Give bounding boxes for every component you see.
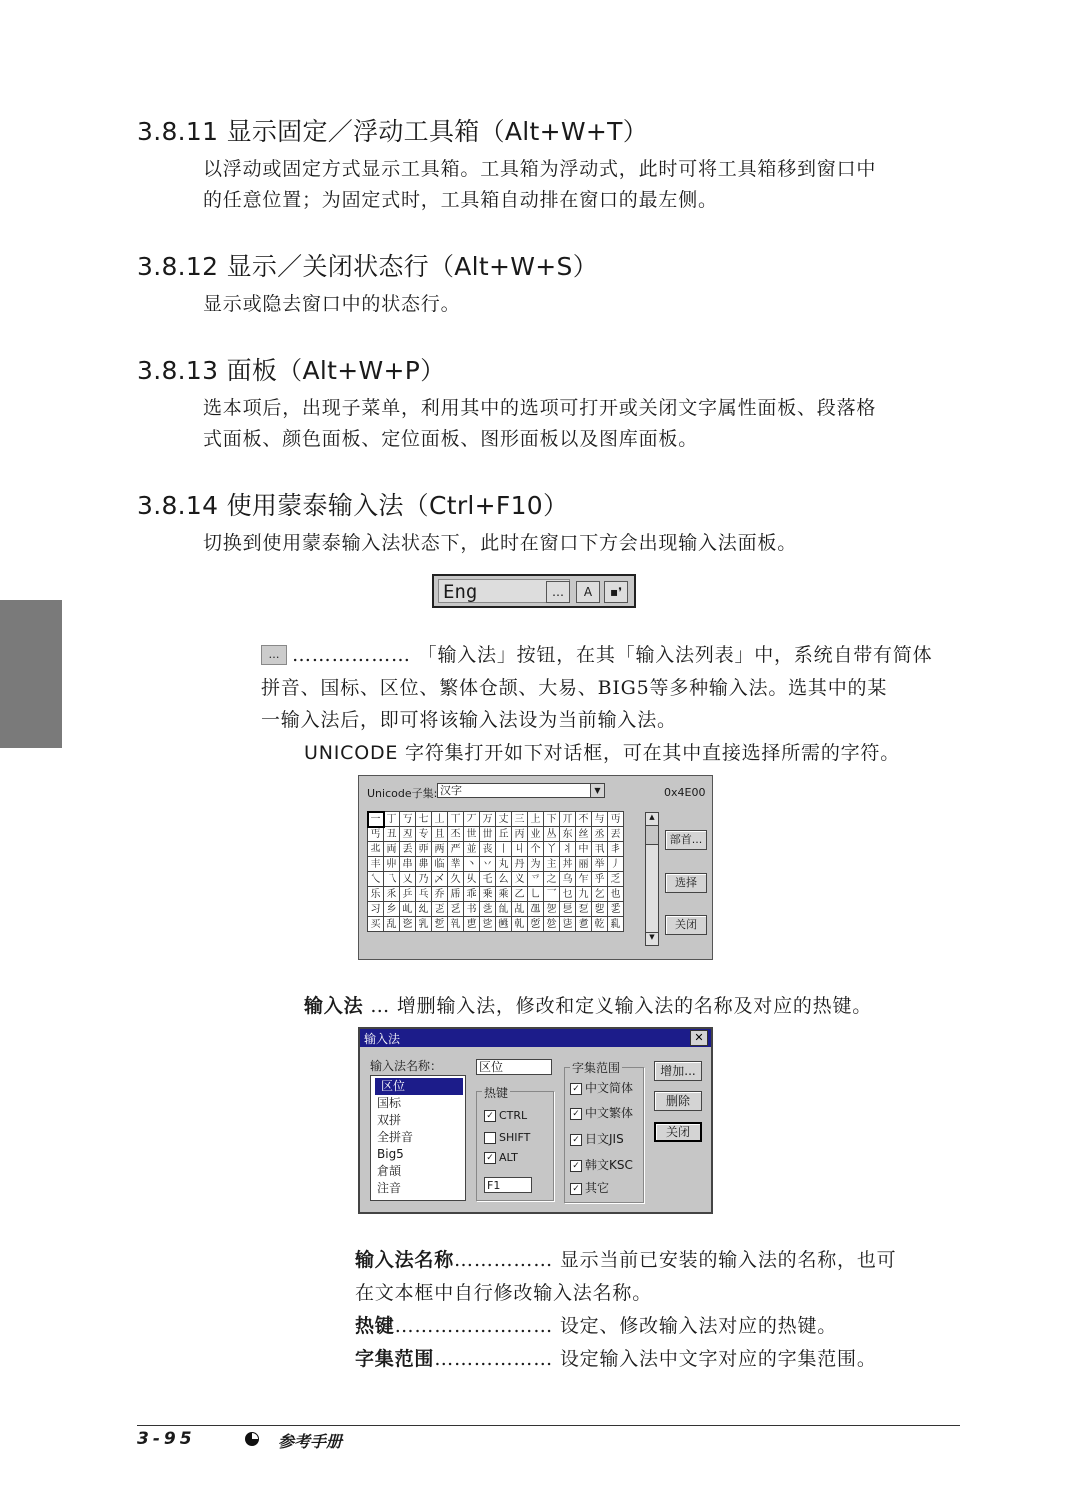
char-cell[interactable]: 乖: [464, 887, 480, 902]
char-cell[interactable]: 乶: [464, 917, 480, 932]
char-cell[interactable]: 丼: [560, 857, 576, 872]
charset-label: 中文繁体: [585, 1106, 634, 1120]
char-cell[interactable]: 临: [432, 857, 448, 872]
name-field[interactable]: 区位: [476, 1059, 552, 1075]
char-cell[interactable]: 乁: [384, 872, 400, 887]
radical-button[interactable]: 部首...: [665, 830, 707, 850]
title-bar: [360, 1029, 711, 1047]
char-cell[interactable]: 为: [528, 857, 544, 872]
ime-mode-display[interactable]: Eng: [438, 579, 570, 603]
chevron-down-icon[interactable]: ▼: [590, 784, 604, 797]
ime-desc: … 增删输入法，修改和定义输入法的名称及对应的热键。: [363, 995, 873, 1017]
char-cell[interactable]: 七: [416, 812, 432, 827]
char-cell[interactable]: 丬: [560, 842, 576, 857]
charset-ksc-checkbox[interactable]: ✓ 韩文KSC: [570, 1156, 633, 1173]
char-cell[interactable]: 丨: [496, 842, 512, 857]
hotkey-group-title: 热键: [484, 1086, 509, 1100]
scroll-thumb[interactable]: [646, 826, 658, 845]
char-cell[interactable]: 一: [368, 812, 384, 827]
char-cell[interactable]: 丁: [384, 812, 400, 827]
char-cell[interactable]: 乢: [400, 902, 416, 917]
char-cell[interactable]: 么: [496, 872, 512, 887]
delete-button[interactable]: 删除: [654, 1091, 702, 1111]
char-cell[interactable]: 乬: [560, 902, 576, 917]
char-cell[interactable]: 且: [432, 827, 448, 842]
char-cell[interactable]: 万: [480, 812, 496, 827]
charset-label: 中文简体: [585, 1081, 634, 1095]
subset-select[interactable]: [437, 783, 605, 798]
char-cell[interactable]: 乚: [528, 887, 544, 902]
char-cell[interactable]: 乇: [480, 872, 496, 887]
char-cell[interactable]: 乣: [416, 902, 432, 917]
char-cell[interactable]: 丰: [368, 857, 384, 872]
char-cell[interactable]: 丛: [544, 827, 560, 842]
char-cell[interactable]: 丝: [576, 827, 592, 842]
char-cell[interactable]: 中: [576, 842, 592, 857]
char-cell[interactable]: 严: [448, 842, 464, 857]
check-icon: ✓: [484, 1152, 496, 1164]
definition-text: 设定、修改输入法对应的热键。: [553, 1315, 838, 1337]
section-heading-3-8-14: 3.8.14 使用蒙泰输入法（Ctrl+F10）: [137, 491, 569, 520]
definition-term: 输入法名称: [355, 1249, 455, 1271]
char-cell[interactable]: 丸: [496, 857, 512, 872]
char-cell[interactable]: 乲: [400, 917, 416, 932]
char-cell[interactable]: 丢: [400, 842, 416, 857]
definition-line: [355, 1245, 896, 1276]
char-cell[interactable]: 与: [592, 812, 608, 827]
char-cell[interactable]: 乹: [512, 917, 528, 932]
char-cell[interactable]: 乎: [592, 872, 608, 887]
char-cell[interactable]: 乛: [544, 887, 560, 902]
char-cell[interactable]: 乀: [368, 872, 384, 887]
ime-list-item[interactable]: 国标: [377, 1096, 402, 1110]
char-cell[interactable]: 乗: [480, 887, 496, 902]
char-cell[interactable]: 乑: [384, 887, 400, 902]
ime-punctuation-button[interactable]: ▪❜: [604, 581, 628, 603]
ime-dialog: [358, 1027, 713, 1214]
char-cell[interactable]: 乊: [528, 872, 544, 887]
char-cell[interactable]: 丶: [464, 857, 480, 872]
ctrl-checkbox[interactable]: [484, 1109, 527, 1122]
char-cell[interactable]: 丘: [496, 827, 512, 842]
ime-list-item[interactable]: 倉頡: [377, 1164, 402, 1178]
leader-dots: ……………: [454, 1249, 554, 1271]
char-cell[interactable]: 乻: [544, 917, 560, 932]
grid-row: [368, 827, 624, 842]
char-cell[interactable]: 丳: [416, 857, 432, 872]
char-cell[interactable]: 丯: [608, 842, 624, 857]
char-cell[interactable]: 丂: [400, 812, 416, 827]
shift-checkbox[interactable]: [484, 1131, 530, 1144]
char-cell[interactable]: 丣: [416, 842, 432, 857]
char-cell[interactable]: 丮: [592, 842, 608, 857]
close-button[interactable]: 关闭: [665, 915, 707, 935]
char-cell[interactable]: 丈: [496, 812, 512, 827]
char-cell[interactable]: 也: [608, 887, 624, 902]
char-cell[interactable]: 乽: [576, 917, 592, 932]
ime-term: 输入法: [304, 995, 364, 1017]
ime-select-button[interactable]: …: [546, 581, 570, 603]
charset-jis-checkbox[interactable]: ✓ 日文JIS: [570, 1130, 624, 1147]
hotkey-field[interactable]: F1: [484, 1177, 532, 1193]
manual-icon: [245, 1432, 259, 1446]
char-code: 0x4E00: [664, 786, 706, 799]
ime-list-item[interactable]: Big5: [377, 1147, 404, 1161]
scroll-down-icon[interactable]: ▼: [646, 932, 658, 945]
charset-label: 韩文KSC: [585, 1158, 633, 1172]
char-cell[interactable]: 久: [448, 872, 464, 887]
char-cell[interactable]: 丙: [512, 827, 528, 842]
definition-line: 在文本框中自行修改输入法名称。: [355, 1282, 653, 1304]
paragraph-line: 以浮动或固定方式显示工具箱。工具箱为浮动式，此时可将工具箱移到窗口中: [203, 158, 877, 180]
page-number: 3-95: [137, 1429, 196, 1449]
char-cell[interactable]: 丌: [560, 812, 576, 827]
footer-title: 参考手册: [278, 1432, 343, 1451]
charset-simplified-checkbox[interactable]: ✓ 中文简体: [570, 1079, 633, 1096]
paragraph-line: 式面板、颜色面板、定位面板、图形面板以及图库面板。: [203, 428, 699, 450]
char-cell[interactable]: 乂: [400, 872, 416, 887]
char-cell[interactable]: 乩: [512, 902, 528, 917]
char-cell[interactable]: 丠: [368, 842, 384, 857]
alt-checkbox[interactable]: [484, 1151, 518, 1164]
char-cell[interactable]: 下: [544, 812, 560, 827]
char-cell[interactable]: 乵: [448, 917, 464, 932]
char-cell[interactable]: 乤: [432, 902, 448, 917]
char-cell[interactable]: 丩: [512, 842, 528, 857]
char-cell[interactable]: 丑: [384, 827, 400, 842]
definition-term: 字集范围: [355, 1348, 435, 1370]
char-cell[interactable]: 串: [400, 857, 416, 872]
paragraph-line: 一输入法后，即可将该输入法设为当前输入法。: [261, 709, 677, 731]
char-cell[interactable]: 乏: [608, 872, 624, 887]
char-cell[interactable]: 丷: [480, 857, 496, 872]
char-cell[interactable]: 乞: [592, 887, 608, 902]
alt-label: ALT: [499, 1151, 518, 1164]
char-cell[interactable]: 不: [576, 812, 592, 827]
char-cell[interactable]: 业: [528, 827, 544, 842]
char-cell[interactable]: 乼: [560, 917, 576, 932]
char-cell[interactable]: 乆: [464, 872, 480, 887]
char-cell[interactable]: 乡: [384, 902, 400, 917]
definition-term: 热键: [355, 1315, 395, 1337]
char-cell[interactable]: 乴: [432, 917, 448, 932]
char-cell[interactable]: 上: [528, 812, 544, 827]
scroll-up-icon[interactable]: ▲: [646, 813, 658, 826]
char-cell[interactable]: 丗: [480, 827, 496, 842]
char-cell[interactable]: 乿: [608, 917, 624, 932]
grid-row: [368, 917, 624, 932]
close-button[interactable]: 关闭: [654, 1122, 702, 1142]
definition-text: 设定输入法中文字对应的字集范围。: [553, 1348, 877, 1370]
char-cell[interactable]: 书: [464, 902, 480, 917]
char-cell[interactable]: 个: [528, 842, 544, 857]
char-cell[interactable]: 丹: [512, 857, 528, 872]
grid-row: [368, 887, 624, 902]
grid-scrollbar[interactable]: [645, 812, 659, 946]
subset-value: 汉字: [440, 784, 462, 797]
char-cell[interactable]: 乷: [480, 917, 496, 932]
ime-button-icon: …: [261, 645, 287, 665]
char-cell[interactable]: 专: [416, 827, 432, 842]
char-cell[interactable]: 乃: [416, 872, 432, 887]
char-cell[interactable]: 丫: [544, 842, 560, 857]
char-cell[interactable]: 並: [464, 842, 480, 857]
grid-row: [368, 812, 624, 827]
char-cell[interactable]: 乒: [400, 887, 416, 902]
char-cell[interactable]: 乾: [592, 917, 608, 932]
paragraph-line: 拼音、国标、区位、繁体仓颉、大易、BIG5等多种输入法。选其中的某: [261, 677, 888, 699]
char-cell[interactable]: 乱: [384, 917, 400, 932]
ime-list-item[interactable]: 区位: [375, 1078, 463, 1095]
char-cell[interactable]: 丟: [608, 827, 624, 842]
shift-label: SHIFT: [499, 1131, 531, 1144]
ime-list-item[interactable]: 全拼音: [377, 1130, 414, 1144]
char-cell[interactable]: 乓: [416, 887, 432, 902]
char-cell[interactable]: 两: [432, 842, 448, 857]
char-cell[interactable]: 乧: [480, 902, 496, 917]
char-cell[interactable]: 三: [512, 812, 528, 827]
leader-dots: ……………………: [394, 1315, 554, 1337]
charset-other-checkbox[interactable]: ✓ 其它: [570, 1179, 609, 1196]
ime-list[interactable]: [370, 1075, 466, 1201]
char-cell[interactable]: 丞: [592, 827, 608, 842]
char-cell[interactable]: 乭: [576, 902, 592, 917]
ime-panel: [432, 574, 636, 608]
char-cell[interactable]: 世: [464, 827, 480, 842]
paragraph-line: 的任意位置；为固定式时，工具箱自动排在窗口的最左侧。: [203, 189, 718, 211]
char-cell[interactable]: 乙: [512, 887, 528, 902]
char-cell[interactable]: 乮: [592, 902, 608, 917]
definition-text: 显示当前已安装的输入法的名称，也可: [553, 1249, 897, 1271]
char-cell[interactable]: 丄: [432, 812, 448, 827]
unicode-desc: 打开如下对话框，可在其中直接选择所需的字符。: [464, 742, 901, 764]
ctrl-label: CTRL: [499, 1109, 528, 1122]
char-cell[interactable]: 乐: [368, 887, 384, 902]
char-cell[interactable]: 丕: [448, 827, 464, 842]
char-cell[interactable]: 丽: [576, 857, 592, 872]
grid-row: [368, 857, 624, 872]
ime-list-item[interactable]: 注音: [377, 1181, 402, 1195]
char-cell[interactable]: 丅: [448, 812, 464, 827]
char-cell[interactable]: 両: [384, 842, 400, 857]
grid-row: [368, 902, 624, 917]
char-cell[interactable]: 买: [368, 917, 384, 932]
char-cell[interactable]: 乌: [560, 872, 576, 887]
char-cell[interactable]: 乍: [576, 872, 592, 887]
leader-dots: ………………: [434, 1348, 554, 1370]
character-grid: [367, 811, 624, 932]
charset-label: 其它: [585, 1181, 610, 1195]
char-cell[interactable]: 丱: [384, 857, 400, 872]
char-cell[interactable]: 乔: [432, 887, 448, 902]
definition-line: [355, 1311, 837, 1342]
char-cell[interactable]: 丧: [480, 842, 496, 857]
paragraph-line: [304, 991, 872, 1022]
char-cell[interactable]: 乪: [528, 902, 544, 917]
char-cell[interactable]: 九: [576, 887, 592, 902]
ime-fullwidth-button[interactable]: A: [576, 581, 600, 603]
footer-rule: [137, 1425, 960, 1426]
char-cell[interactable]: 乨: [496, 902, 512, 917]
dialog-title: 输入法: [364, 1032, 401, 1046]
paragraph-line: 显示或隐去窗口中的状态行。: [203, 293, 461, 315]
paragraph-line: 选本项后，出现子菜单，利用其中的选项可打开或关闭文字属性面板、段落格: [203, 397, 877, 419]
section-heading-3-8-11: 3.8.11 显示固定／浮动工具箱（Alt+W+T）: [137, 117, 648, 146]
char-cell[interactable]: 丒: [400, 827, 416, 842]
subset-label: Unicode子集:: [367, 787, 438, 800]
char-cell[interactable]: 乳: [416, 917, 432, 932]
char-cell[interactable]: 主: [544, 857, 560, 872]
char-cell[interactable]: 丿: [608, 857, 624, 872]
grid-row: [368, 842, 624, 857]
chapter-tab: [0, 600, 62, 748]
char-cell[interactable]: 之: [544, 872, 560, 887]
name-label: 输入法名称：: [370, 1059, 443, 1073]
char-cell[interactable]: 乕: [448, 887, 464, 902]
section-heading-3-8-13: 3.8.13 面板（Alt+W+P）: [137, 356, 446, 385]
char-cell[interactable]: 乄: [432, 872, 448, 887]
char-cell[interactable]: 乺: [528, 917, 544, 932]
select-button[interactable]: 选择: [665, 873, 707, 893]
char-cell[interactable]: 丆: [464, 812, 480, 827]
char-cell[interactable]: 丵: [448, 857, 464, 872]
paragraph-line: ……………… 「输入法」按钮，在其「输入法列表」中，系统自带有简体: [292, 644, 933, 666]
char-cell[interactable]: 乘: [496, 887, 512, 902]
char-cell[interactable]: 乜: [560, 887, 576, 902]
ime-list-item[interactable]: 双拼: [377, 1113, 402, 1127]
charset-label: 日文JIS: [585, 1132, 624, 1146]
charset-traditional-checkbox[interactable]: ✓ 中文繁体: [570, 1104, 633, 1121]
char-cell[interactable]: 义: [512, 872, 528, 887]
char-cell[interactable]: 丏: [608, 812, 624, 827]
check-icon: ✓: [484, 1110, 496, 1122]
paragraph-line: 切换到使用蒙泰输入法状态下，此时在窗口下方会出现输入法面板。: [203, 532, 798, 554]
section-heading-3-8-12: 3.8.12 显示／关闭状态行（Alt+W+S）: [137, 252, 598, 281]
char-cell[interactable]: 乫: [544, 902, 560, 917]
paragraph-line: [304, 738, 900, 769]
char-cell[interactable]: 丐: [368, 827, 384, 842]
char-cell[interactable]: 乸: [496, 917, 512, 932]
char-cell[interactable]: 举: [592, 857, 608, 872]
unicode-term: UNICODE 字符集: [304, 742, 465, 764]
char-cell[interactable]: 东: [560, 827, 576, 842]
charset-group-title: 字集范围: [572, 1061, 621, 1075]
char-cell[interactable]: 乯: [608, 902, 624, 917]
char-cell[interactable]: 习: [368, 902, 384, 917]
char-cell[interactable]: 乥: [448, 902, 464, 917]
definition-line: [355, 1344, 877, 1375]
close-icon[interactable]: ✕: [690, 1030, 708, 1046]
grid-row: [368, 872, 624, 887]
add-button[interactable]: 增加...: [654, 1061, 702, 1081]
